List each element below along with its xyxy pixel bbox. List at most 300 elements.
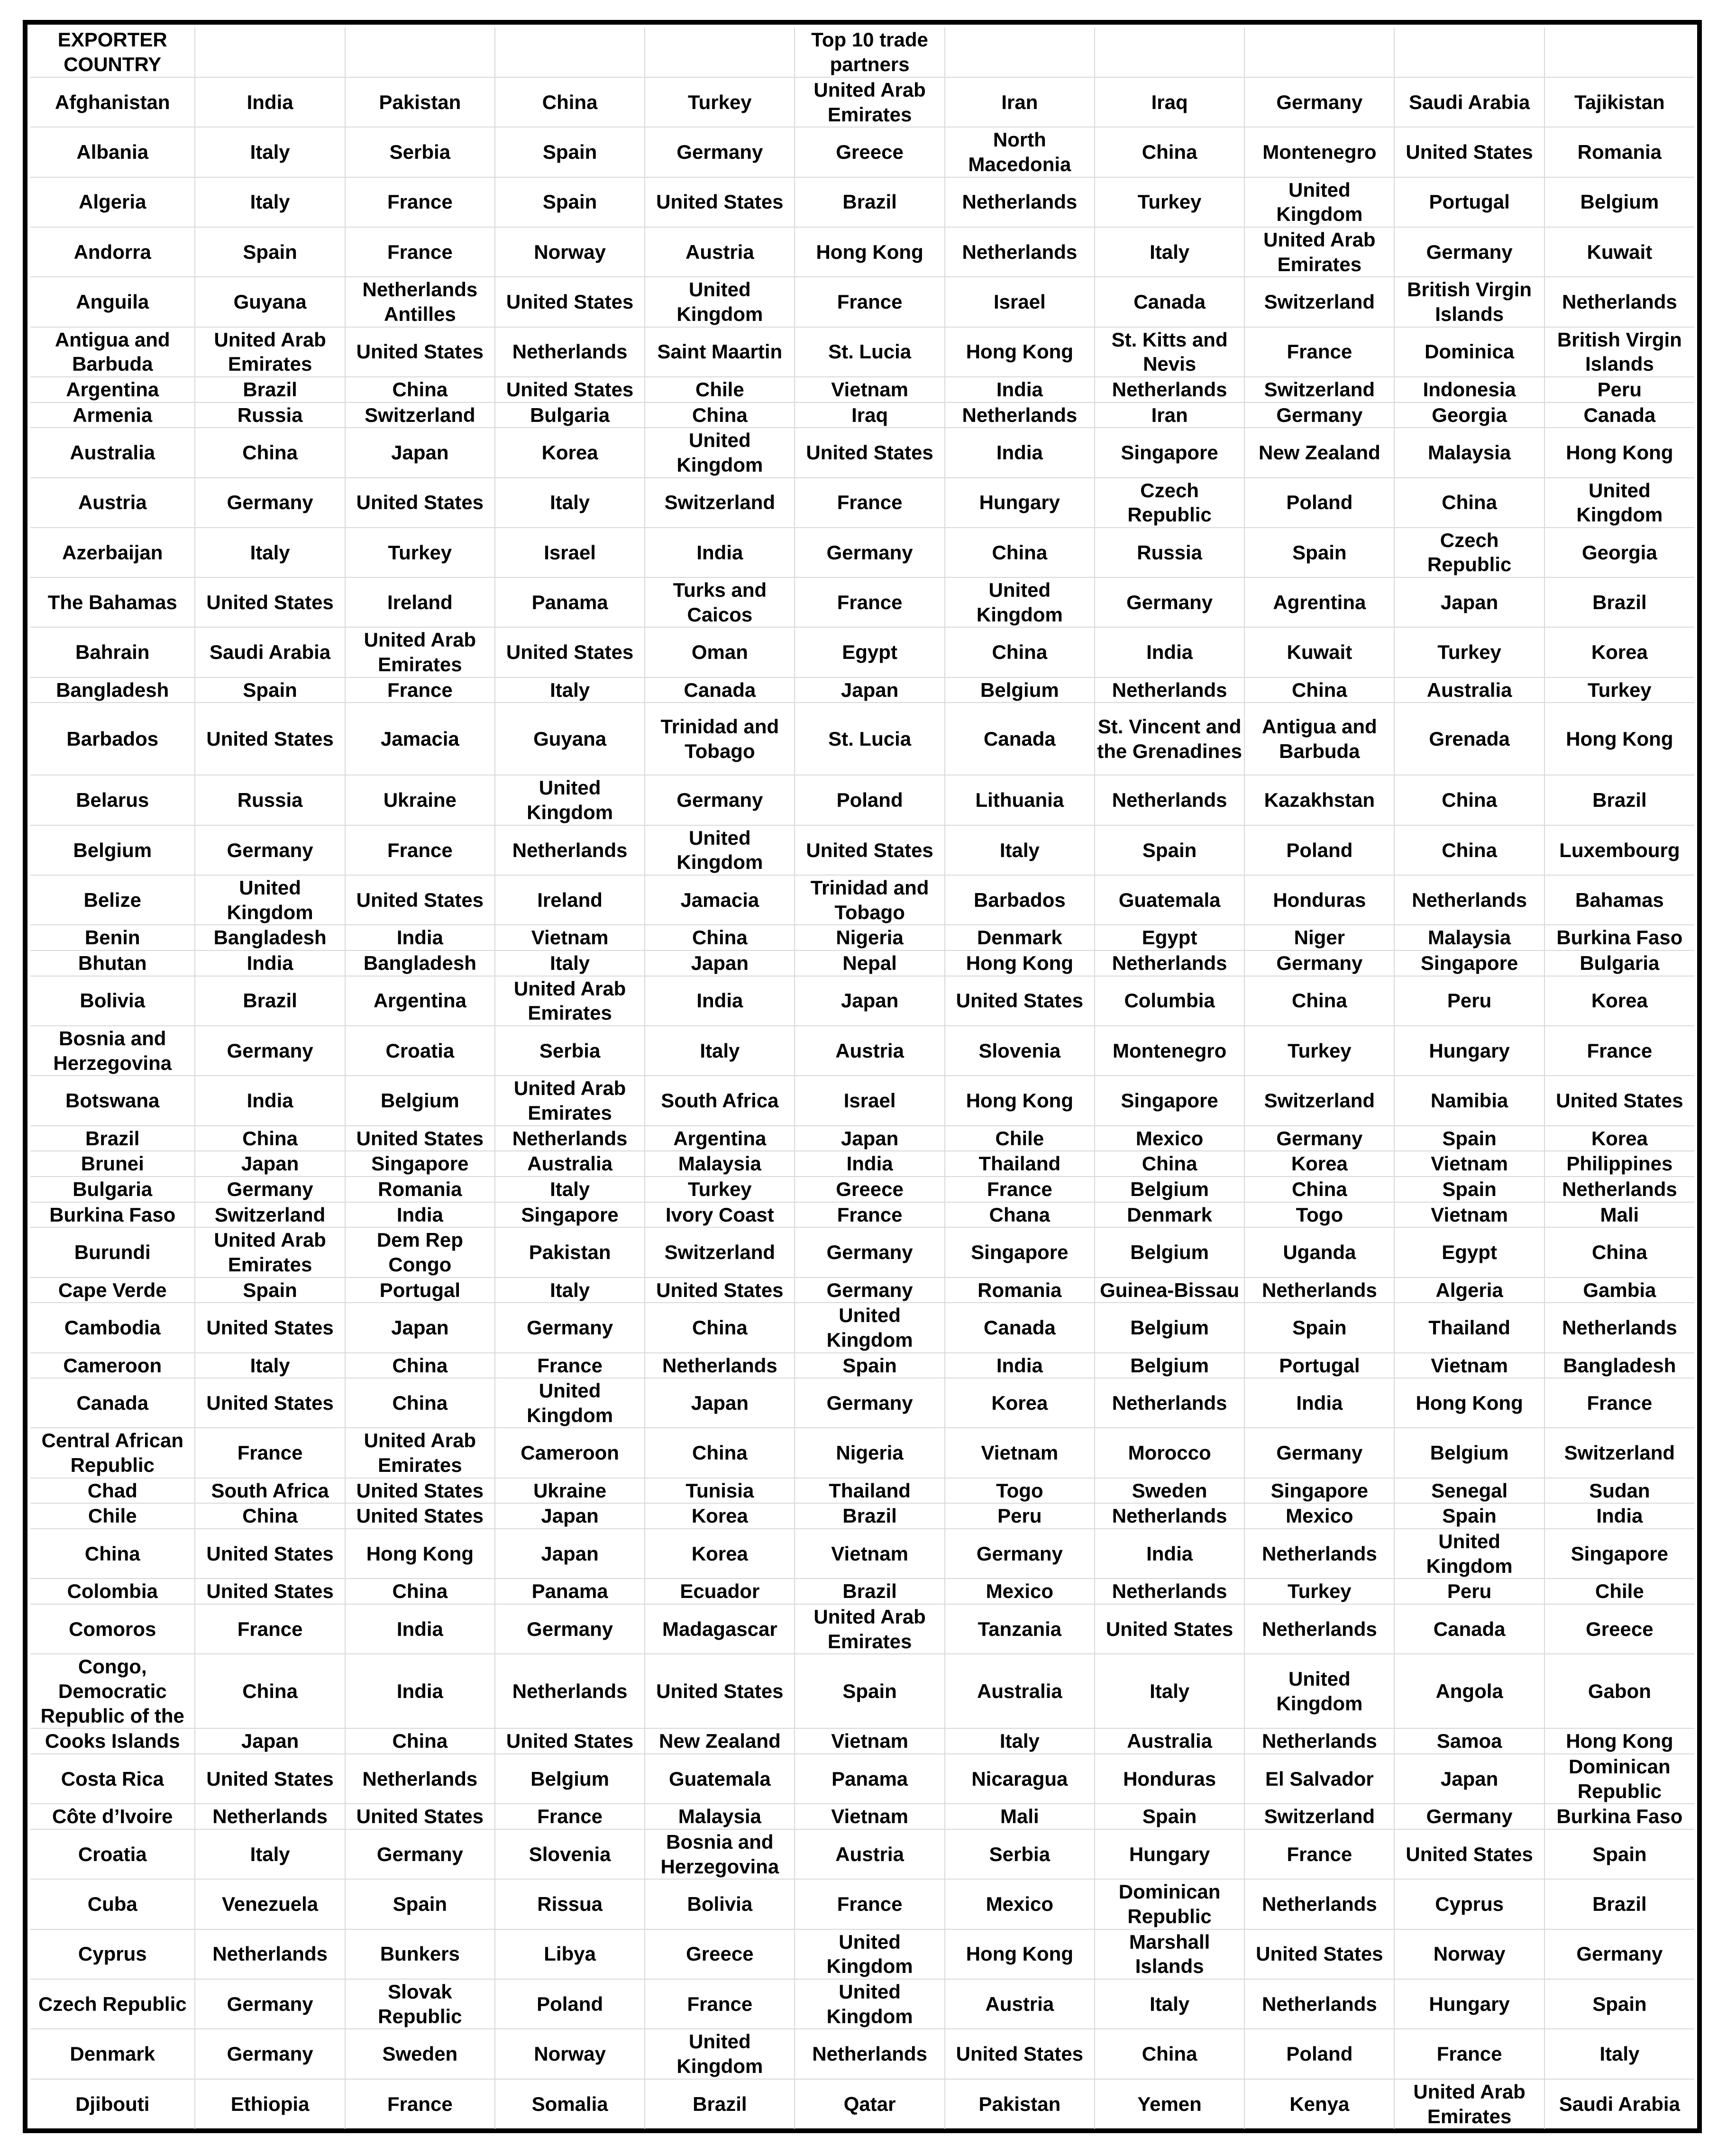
partner-4-cell: Japan xyxy=(645,950,795,976)
partner-4-cell: New Zealand xyxy=(645,1728,795,1754)
exporter-country-cell: Burundi xyxy=(30,1227,195,1277)
table-row xyxy=(30,1728,1694,1754)
partner-5-cell: Brazil xyxy=(795,1579,944,1604)
partner-1-cell: Japan xyxy=(195,1151,345,1177)
table-row xyxy=(30,1829,1694,1879)
partner-9-cell: Australia xyxy=(1394,677,1544,703)
partner-7-cell: India xyxy=(1095,627,1244,677)
partner-4-cell: Bosnia and Herzegovina xyxy=(645,1829,795,1879)
exporter-country-cell: Burkina Faso xyxy=(30,1202,195,1228)
partner-6-cell: Austria xyxy=(945,1979,1095,2029)
partner-8-cell: Singapore xyxy=(1244,1478,1394,1504)
header-cell xyxy=(345,27,495,77)
exporter-country-cell: Colombia xyxy=(30,1579,195,1604)
partner-2-cell: Bunkers xyxy=(345,1929,495,1979)
partner-8-cell: France xyxy=(1244,327,1394,377)
partner-3-cell: United Kingdom xyxy=(495,775,645,825)
partner-4-cell: Turkey xyxy=(645,1177,795,1202)
partner-5-cell: Brazil xyxy=(795,1503,944,1529)
partner-7-cell: Hungary xyxy=(1095,1829,1244,1879)
partner-5-cell: United Kingdom xyxy=(795,1929,944,1979)
partner-1-cell: United States xyxy=(195,703,345,775)
partner-4-cell: United States xyxy=(645,1654,795,1728)
exporter-country-cell: Congo, Democratic Republic of the xyxy=(30,1654,195,1728)
partner-1-cell: Germany xyxy=(195,1026,345,1076)
table-row xyxy=(30,1428,1694,1478)
partner-1-cell: Germany xyxy=(195,1979,345,2029)
partner-6-cell: United States xyxy=(945,976,1095,1026)
partner-1-cell: Russia xyxy=(195,402,345,428)
partner-3-cell: United States xyxy=(495,377,645,402)
partner-5-cell: Vietnam xyxy=(795,1804,944,1829)
partner-9-cell: Spain xyxy=(1394,1503,1544,1529)
exporter-country-cell: Bolivia xyxy=(30,976,195,1026)
partner-2-cell: Sweden xyxy=(345,2029,495,2079)
partner-6-cell: United States xyxy=(945,2029,1095,2079)
table-row xyxy=(30,1126,1694,1151)
partner-4-cell: Guatemala xyxy=(645,1754,795,1804)
partner-5-cell: St. Lucia xyxy=(795,703,944,775)
partner-8-cell: Agrentina xyxy=(1244,577,1394,627)
partner-3-cell: China xyxy=(495,77,645,127)
partner-7-cell: United States xyxy=(1095,1604,1244,1654)
partner-10-cell: Hong Kong xyxy=(1544,428,1694,477)
partner-5-cell: Nigeria xyxy=(795,1428,944,1478)
table-row xyxy=(30,775,1694,825)
partner-7-cell: China xyxy=(1095,127,1244,177)
partner-6-cell: Pakistan xyxy=(945,2079,1095,2129)
partner-9-cell: China xyxy=(1394,825,1544,875)
partner-6-cell: France xyxy=(945,1177,1095,1202)
partner-9-cell: Peru xyxy=(1394,976,1544,1026)
partner-4-cell: Madagascar xyxy=(645,1604,795,1654)
partner-8-cell: New Zealand xyxy=(1244,428,1394,477)
exporter-country-cell: Bangladesh xyxy=(30,677,195,703)
partner-1-cell: Japan xyxy=(195,1728,345,1754)
exporter-country-cell: Cuba xyxy=(30,1879,195,1929)
table-row xyxy=(30,1151,1694,1177)
table-row xyxy=(30,1929,1694,1979)
partner-4-cell: Austria xyxy=(645,227,795,277)
partner-4-cell: United Kingdom xyxy=(645,277,795,327)
partner-6-cell: Vietnam xyxy=(945,1428,1095,1478)
partner-1-cell: Italy xyxy=(195,1353,345,1378)
partner-8-cell: Poland xyxy=(1244,2029,1394,2079)
partner-4-cell: China xyxy=(645,1303,795,1352)
partner-4-cell: Germany xyxy=(645,775,795,825)
partner-2-cell: Dem Rep Congo xyxy=(345,1227,495,1277)
partner-3-cell: Libya xyxy=(495,1929,645,1979)
partner-8-cell: El Salvador xyxy=(1244,1754,1394,1804)
partner-3-cell: Norway xyxy=(495,227,645,277)
partner-1-cell: Italy xyxy=(195,528,345,577)
partner-6-cell: Hong Kong xyxy=(945,950,1095,976)
partner-3-cell: Germany xyxy=(495,1303,645,1352)
exporter-country-cell: Belgium xyxy=(30,825,195,875)
partner-10-cell: Greece xyxy=(1544,1604,1694,1654)
partner-1-cell: Germany xyxy=(195,2029,345,2079)
partner-3-cell: Italy xyxy=(495,1177,645,1202)
partner-7-cell: Netherlands xyxy=(1095,1378,1244,1428)
partner-3-cell: Panama xyxy=(495,1579,645,1604)
partner-1-cell: Venezuela xyxy=(195,1879,345,1929)
partner-6-cell: Korea xyxy=(945,1378,1095,1428)
partner-7-cell: Italy xyxy=(1095,227,1244,277)
partner-10-cell: Philippines xyxy=(1544,1151,1694,1177)
partner-4-cell: India xyxy=(645,976,795,1026)
partner-1-cell: Germany xyxy=(195,825,345,875)
partner-2-cell: Japan xyxy=(345,428,495,477)
exporter-country-cell: Algeria xyxy=(30,177,195,227)
partner-7-cell: St. Kitts and Nevis xyxy=(1095,327,1244,377)
partner-5-cell: Germany xyxy=(795,1227,944,1277)
table-row xyxy=(30,428,1694,477)
partner-6-cell: Germany xyxy=(945,1529,1095,1579)
partner-5-cell: Iraq xyxy=(795,402,944,428)
partner-7-cell: Netherlands xyxy=(1095,677,1244,703)
partner-5-cell: United Arab Emirates xyxy=(795,77,944,127)
table-row xyxy=(30,1026,1694,1076)
table-row xyxy=(30,627,1694,677)
partner-3-cell: Australia xyxy=(495,1151,645,1177)
partner-2-cell: China xyxy=(345,1378,495,1428)
partner-10-cell: Turkey xyxy=(1544,677,1694,703)
table-row xyxy=(30,1879,1694,1929)
partner-10-cell: Korea xyxy=(1544,976,1694,1026)
partner-8-cell: United States xyxy=(1244,1929,1394,1979)
partner-3-cell: Italy xyxy=(495,677,645,703)
partner-8-cell: Korea xyxy=(1244,1151,1394,1177)
exporter-country-cell: Azerbaijan xyxy=(30,528,195,577)
partner-1-cell: China xyxy=(195,428,345,477)
partner-4-cell: France xyxy=(645,1979,795,2029)
exporter-country-cell: Canada xyxy=(30,1378,195,1428)
partner-8-cell: Mexico xyxy=(1244,1503,1394,1529)
header-cell xyxy=(945,27,1095,77)
table-row xyxy=(30,950,1694,976)
partner-6-cell: Serbia xyxy=(945,1829,1095,1879)
partner-8-cell: Netherlands xyxy=(1244,1879,1394,1929)
partner-10-cell: Netherlands xyxy=(1544,1303,1694,1352)
partner-3-cell: United States xyxy=(495,277,645,327)
partner-2-cell: Jamacia xyxy=(345,703,495,775)
partner-4-cell: United Kingdom xyxy=(645,2029,795,2079)
partner-8-cell: Switzerland xyxy=(1244,377,1394,402)
partner-7-cell: Columbia xyxy=(1095,976,1244,1026)
partner-2-cell: Argentina xyxy=(345,976,495,1026)
partner-3-cell: Japan xyxy=(495,1503,645,1529)
partner-6-cell: China xyxy=(945,627,1095,677)
table-row xyxy=(30,1278,1694,1303)
exporter-country-cell: Austria xyxy=(30,478,195,528)
partner-2-cell: Singapore xyxy=(345,1151,495,1177)
table-row xyxy=(30,1227,1694,1277)
header-cell xyxy=(1394,27,1544,77)
partner-10-cell: Sudan xyxy=(1544,1478,1694,1504)
partner-6-cell: Netherlands xyxy=(945,227,1095,277)
partner-1-cell: China xyxy=(195,1126,345,1151)
partner-2-cell: Ukraine xyxy=(345,775,495,825)
partner-8-cell: Montenegro xyxy=(1244,127,1394,177)
partner-3-cell: Rissua xyxy=(495,1879,645,1929)
partner-7-cell: Egypt xyxy=(1095,925,1244,950)
partner-2-cell: United States xyxy=(345,1478,495,1504)
partner-3-cell: Slovenia xyxy=(495,1829,645,1879)
partner-5-cell: Vietnam xyxy=(795,377,944,402)
partner-4-cell: Argentina xyxy=(645,1126,795,1151)
partner-1-cell: Spain xyxy=(195,227,345,277)
partner-1-cell: United States xyxy=(195,1378,345,1428)
partner-9-cell: Germany xyxy=(1394,1804,1544,1829)
partner-10-cell: Spain xyxy=(1544,1829,1694,1879)
partner-3-cell: Netherlands xyxy=(495,825,645,875)
partner-8-cell: France xyxy=(1244,1829,1394,1879)
partner-7-cell: China xyxy=(1095,2029,1244,2079)
partner-5-cell: India xyxy=(795,1151,944,1177)
partner-9-cell: Norway xyxy=(1394,1929,1544,1979)
partner-1-cell: Brazil xyxy=(195,976,345,1026)
partner-2-cell: United States xyxy=(345,327,495,377)
partner-3-cell: Bulgaria xyxy=(495,402,645,428)
partner-9-cell: China xyxy=(1394,775,1544,825)
partner-1-cell: United States xyxy=(195,1754,345,1804)
partner-6-cell: Hungary xyxy=(945,478,1095,528)
partner-10-cell: Bahamas xyxy=(1544,875,1694,925)
table-row xyxy=(30,925,1694,950)
partner-6-cell: United Kingdom xyxy=(945,577,1095,627)
partner-10-cell: Hong Kong xyxy=(1544,1728,1694,1754)
partner-10-cell: British Virgin Islands xyxy=(1544,327,1694,377)
partner-8-cell: Netherlands xyxy=(1244,1604,1394,1654)
partner-8-cell: Poland xyxy=(1244,478,1394,528)
partner-8-cell: United Kingdom xyxy=(1244,177,1394,227)
exporter-country-cell: Antigua and Barbuda xyxy=(30,327,195,377)
partner-1-cell: France xyxy=(195,1428,345,1478)
partner-1-cell: Guyana xyxy=(195,277,345,327)
table-row xyxy=(30,2079,1694,2129)
partner-6-cell: Canada xyxy=(945,703,1095,775)
partner-3-cell: Spain xyxy=(495,127,645,177)
partner-10-cell: Korea xyxy=(1544,627,1694,677)
partner-9-cell: Malaysia xyxy=(1394,428,1544,477)
exporter-country-cell: Chad xyxy=(30,1478,195,1504)
partner-3-cell: France xyxy=(495,1353,645,1378)
partner-3-cell: United Arab Emirates xyxy=(495,1076,645,1125)
partner-10-cell: China xyxy=(1544,1227,1694,1277)
partner-4-cell: China xyxy=(645,925,795,950)
exporter-country-cell: Cape Verde xyxy=(30,1278,195,1303)
partner-4-cell: South Africa xyxy=(645,1076,795,1125)
partner-3-cell: United Arab Emirates xyxy=(495,976,645,1026)
partner-9-cell: United Arab Emirates xyxy=(1394,2079,1544,2129)
table-row xyxy=(30,327,1694,377)
partner-6-cell: Nicaragua xyxy=(945,1754,1095,1804)
exporter-country-cell: Croatia xyxy=(30,1829,195,1879)
table-row xyxy=(30,377,1694,402)
partner-10-cell: Italy xyxy=(1544,2029,1694,2079)
partner-3-cell: United States xyxy=(495,1728,645,1754)
partner-5-cell: Germany xyxy=(795,528,944,577)
exporter-country-cell: Cooks Islands xyxy=(30,1728,195,1754)
partner-5-cell: United Kingdom xyxy=(795,1979,944,2029)
partner-7-cell: Turkey xyxy=(1095,177,1244,227)
partner-9-cell: Spain xyxy=(1394,1126,1544,1151)
partner-8-cell: China xyxy=(1244,1177,1394,1202)
partner-5-cell: St. Lucia xyxy=(795,327,944,377)
partner-10-cell: Netherlands xyxy=(1544,277,1694,327)
table-row xyxy=(30,1202,1694,1228)
table-row xyxy=(30,703,1694,775)
partner-3-cell: Germany xyxy=(495,1604,645,1654)
partner-1-cell: Netherlands xyxy=(195,1929,345,1979)
partner-1-cell: Russia xyxy=(195,775,345,825)
partner-9-cell: United States xyxy=(1394,1829,1544,1879)
table-row xyxy=(30,577,1694,627)
table-row xyxy=(30,127,1694,177)
partner-5-cell: Germany xyxy=(795,1378,944,1428)
partner-9-cell: Angola xyxy=(1394,1654,1544,1728)
exporter-country-cell: Chile xyxy=(30,1503,195,1529)
partner-9-cell: Peru xyxy=(1394,1579,1544,1604)
partner-10-cell: Bulgaria xyxy=(1544,950,1694,976)
partner-3-cell: Guyana xyxy=(495,703,645,775)
table-row xyxy=(30,1378,1694,1428)
partner-2-cell: China xyxy=(345,1579,495,1604)
partner-2-cell: United States xyxy=(345,1804,495,1829)
partner-9-cell: Senegal xyxy=(1394,1478,1544,1504)
partner-8-cell: Germany xyxy=(1244,77,1394,127)
partner-4-cell: Tunisia xyxy=(645,1478,795,1504)
partner-2-cell: United Arab Emirates xyxy=(345,627,495,677)
partner-4-cell: Oman xyxy=(645,627,795,677)
partner-9-cell: Japan xyxy=(1394,1754,1544,1804)
partner-9-cell: Samoa xyxy=(1394,1728,1544,1754)
partner-4-cell: United Kingdom xyxy=(645,825,795,875)
partner-7-cell: Iran xyxy=(1095,402,1244,428)
exporter-country-cell: Costa Rica xyxy=(30,1754,195,1804)
partner-6-cell: Netherlands xyxy=(945,177,1095,227)
partner-9-cell: Saudi Arabia xyxy=(1394,77,1544,127)
partner-9-cell: Cyprus xyxy=(1394,1879,1544,1929)
partner-6-cell: Barbados xyxy=(945,875,1095,925)
exporter-country-cell: Comoros xyxy=(30,1604,195,1654)
partner-3-cell: Panama xyxy=(495,577,645,627)
exporter-country-cell: Albania xyxy=(30,127,195,177)
exporter-country-cell: Czech Republic xyxy=(30,1979,195,2029)
partner-7-cell: Belgium xyxy=(1095,1227,1244,1277)
exporter-country-cell: Brazil xyxy=(30,1126,195,1151)
partner-1-cell: Spain xyxy=(195,1278,345,1303)
partner-7-cell: Italy xyxy=(1095,1979,1244,2029)
partner-7-cell: Singapore xyxy=(1095,1076,1244,1125)
partner-10-cell: Brazil xyxy=(1544,775,1694,825)
partner-6-cell: Thailand xyxy=(945,1151,1095,1177)
partner-1-cell: France xyxy=(195,1604,345,1654)
exporter-country-cell: Andorra xyxy=(30,227,195,277)
table-row xyxy=(30,1076,1694,1125)
partner-10-cell: Netherlands xyxy=(1544,1177,1694,1202)
partner-1-cell: Italy xyxy=(195,1829,345,1879)
header-row xyxy=(30,27,1694,77)
partner-9-cell: Egypt xyxy=(1394,1227,1544,1277)
table-row xyxy=(30,227,1694,277)
partner-3-cell: United Kingdom xyxy=(495,1378,645,1428)
partner-8-cell: Uganda xyxy=(1244,1227,1394,1277)
partner-6-cell: Lithuania xyxy=(945,775,1095,825)
partner-1-cell: Italy xyxy=(195,177,345,227)
partner-10-cell: France xyxy=(1544,1026,1694,1076)
partner-10-cell: Hong Kong xyxy=(1544,703,1694,775)
partner-5-cell: Netherlands xyxy=(795,2029,944,2079)
partner-8-cell: India xyxy=(1244,1378,1394,1428)
partner-7-cell: Guinea-Bissau xyxy=(1095,1278,1244,1303)
partner-5-cell: Nepal xyxy=(795,950,944,976)
partner-3-cell: Italy xyxy=(495,478,645,528)
partner-5-cell: United States xyxy=(795,825,944,875)
partner-7-cell: Germany xyxy=(1095,577,1244,627)
trade-partners-document xyxy=(23,20,1702,2133)
partner-2-cell: Portugal xyxy=(345,1278,495,1303)
partner-2-cell: France xyxy=(345,825,495,875)
partner-1-cell: China xyxy=(195,1503,345,1529)
exporter-country-cell: Australia xyxy=(30,428,195,477)
partner-1-cell: United Arab Emirates xyxy=(195,1227,345,1277)
partner-7-cell: Spain xyxy=(1095,825,1244,875)
partner-9-cell: Hungary xyxy=(1394,1026,1544,1076)
partner-10-cell: Luxembourg xyxy=(1544,825,1694,875)
partner-2-cell: Serbia xyxy=(345,127,495,177)
partner-4-cell: Switzerland xyxy=(645,1227,795,1277)
partner-6-cell: Belgium xyxy=(945,677,1095,703)
partner-5-cell: Vietnam xyxy=(795,1529,944,1579)
partner-5-cell: Panama xyxy=(795,1754,944,1804)
partner-3-cell: Italy xyxy=(495,950,645,976)
table-row xyxy=(30,1654,1694,1728)
partner-2-cell: France xyxy=(345,227,495,277)
exporter-country-cell: Côte d’Ivoire xyxy=(30,1804,195,1829)
top-partners-header: Top 10 trade partners xyxy=(795,27,944,77)
table-row xyxy=(30,1177,1694,1202)
partner-1-cell: United States xyxy=(195,1529,345,1579)
exporter-country-cell: Botswana xyxy=(30,1076,195,1125)
partner-4-cell: United States xyxy=(645,1278,795,1303)
partner-1-cell: Germany xyxy=(195,478,345,528)
partner-3-cell: Serbia xyxy=(495,1026,645,1076)
partner-2-cell: Pakistan xyxy=(345,77,495,127)
partner-6-cell: Slovenia xyxy=(945,1026,1095,1076)
exporter-country-cell: Armenia xyxy=(30,402,195,428)
partner-2-cell: Germany xyxy=(345,1829,495,1879)
partner-6-cell: India xyxy=(945,377,1095,402)
exporter-country-cell: Afghanistan xyxy=(30,77,195,127)
partner-10-cell: Brazil xyxy=(1544,577,1694,627)
table-row xyxy=(30,478,1694,528)
partner-8-cell: United Arab Emirates xyxy=(1244,227,1394,277)
partner-9-cell: Vietnam xyxy=(1394,1151,1544,1177)
partner-7-cell: Netherlands xyxy=(1095,775,1244,825)
partner-5-cell: Austria xyxy=(795,1829,944,1879)
partner-1-cell: Brazil xyxy=(195,377,345,402)
partner-6-cell: Chana xyxy=(945,1202,1095,1228)
partner-8-cell: Switzerland xyxy=(1244,1076,1394,1125)
exporter-country-cell: Cambodia xyxy=(30,1303,195,1352)
partner-2-cell: India xyxy=(345,1654,495,1728)
table-row xyxy=(30,277,1694,327)
header-cell xyxy=(495,27,645,77)
partner-4-cell: Ecuador xyxy=(645,1579,795,1604)
table-row xyxy=(30,677,1694,703)
partner-2-cell: United States xyxy=(345,1503,495,1529)
